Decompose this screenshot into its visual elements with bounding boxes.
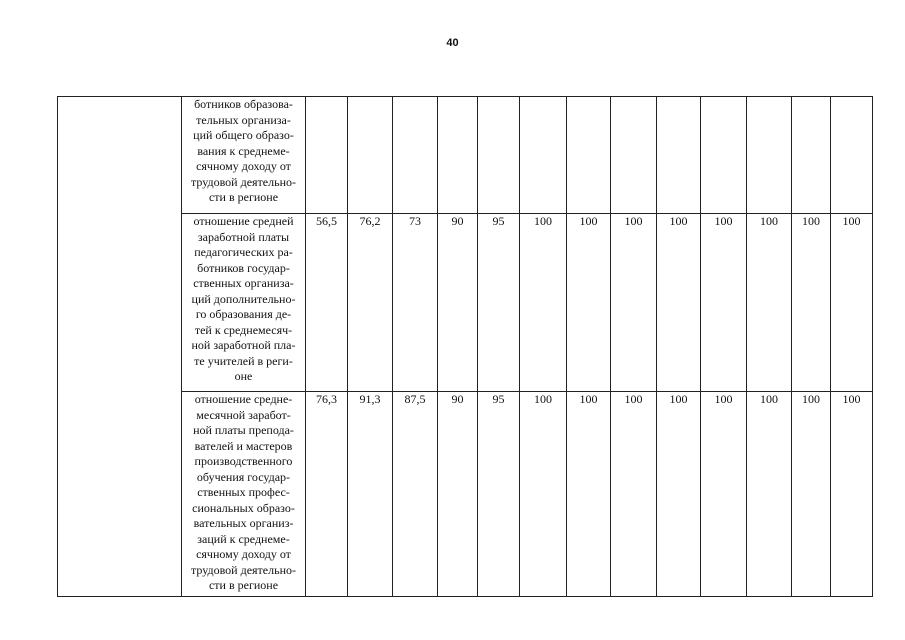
- value-cell: [611, 97, 657, 214]
- value-cell: 90: [438, 214, 478, 392]
- label-line: трудовой деятельно-: [191, 174, 296, 189]
- label-line: обучения государ-: [196, 469, 291, 484]
- value-cell: 100: [657, 214, 701, 392]
- label-line: ной платы препода-: [193, 423, 294, 437]
- label-line: ботников государ-: [197, 260, 290, 275]
- value-cell: [657, 97, 701, 214]
- label-line: месячной заработ-: [196, 407, 291, 422]
- page-number: 40: [446, 37, 459, 49]
- label-line: тей к среднемесяч-: [194, 322, 293, 337]
- label-line: трудовой деятельно-: [191, 562, 296, 577]
- value-cell: [438, 97, 478, 214]
- value-cell: 95: [478, 214, 520, 392]
- value-cell: 100: [701, 214, 747, 392]
- table-row: [58, 97, 873, 214]
- label-line: отношение средне-: [194, 392, 293, 406]
- label-line: сиональных образо-: [192, 500, 295, 515]
- label-line: ной заработной пла-: [191, 338, 296, 352]
- value-cell: 76,3: [306, 392, 348, 597]
- label-line: сти в регионе: [208, 578, 279, 592]
- value-cell: 100: [747, 392, 792, 597]
- value-cell: [306, 97, 348, 214]
- label-line: ций дополнительно-: [191, 291, 296, 306]
- label-line: ботников образова-: [194, 97, 293, 111]
- value-cell: 76,2: [348, 214, 393, 392]
- value-cell: [747, 97, 792, 214]
- value-cell: [831, 97, 873, 214]
- indicator-label-cell: [182, 214, 306, 392]
- value-cell: 100: [831, 392, 873, 597]
- indicator-label-cell: [182, 97, 306, 214]
- label-line: педагогических ра-: [194, 245, 293, 259]
- label-line: отношение средней: [193, 214, 294, 228]
- value-cell: [567, 97, 611, 214]
- value-cell: 95: [478, 392, 520, 597]
- value-cell: 100: [792, 392, 831, 597]
- label-line: вательных организ-: [193, 516, 294, 530]
- value-cell: 100: [701, 392, 747, 597]
- label-line: ственных организа-: [193, 276, 294, 290]
- value-cell: 91,3: [348, 392, 393, 597]
- value-cell: [701, 97, 747, 214]
- label-line: сячному доходу от: [196, 159, 291, 173]
- value-cell: 56,5: [306, 214, 348, 392]
- value-cell: 90: [438, 392, 478, 597]
- label-line: производственного: [194, 454, 293, 468]
- value-cell: [393, 97, 438, 214]
- value-cell: 100: [792, 214, 831, 392]
- label-line: тельных организа-: [196, 112, 291, 127]
- value-cell: [520, 97, 567, 214]
- label-line: сти в регионе: [208, 190, 279, 204]
- value-cell: 100: [747, 214, 792, 392]
- value-cell: 100: [657, 392, 701, 597]
- label-line: ций общего образо-: [193, 128, 294, 142]
- label-line: сячному доходу от: [196, 547, 291, 561]
- value-cell: [792, 97, 831, 214]
- value-cell: 100: [520, 392, 567, 597]
- value-cell: [478, 97, 520, 214]
- value-cell: 87,5: [393, 392, 438, 597]
- label-line: заций к среднеме-: [197, 531, 290, 546]
- label-line: заработной платы: [197, 229, 290, 244]
- value-cell: 100: [831, 214, 873, 392]
- value-cell: 100: [567, 392, 611, 597]
- label-line: вания к среднеме-: [197, 143, 290, 158]
- label-line: оне: [234, 369, 253, 383]
- indicator-label-cell: [182, 392, 306, 597]
- value-cell: 100: [611, 392, 657, 597]
- indicator-table: [57, 96, 873, 597]
- label-line: ственных профес-: [197, 485, 290, 499]
- table-body: [58, 97, 873, 597]
- value-cell: 100: [567, 214, 611, 392]
- label-line: те учителей в реги-: [194, 353, 293, 368]
- label-line: вателей и мастеров: [194, 438, 293, 453]
- label-line: го образования де-: [195, 307, 292, 321]
- value-cell: 73: [393, 214, 438, 392]
- value-cell: 100: [520, 214, 567, 392]
- value-cell: 100: [611, 214, 657, 392]
- empty-number-cell: [58, 97, 182, 597]
- value-cell: [348, 97, 393, 214]
